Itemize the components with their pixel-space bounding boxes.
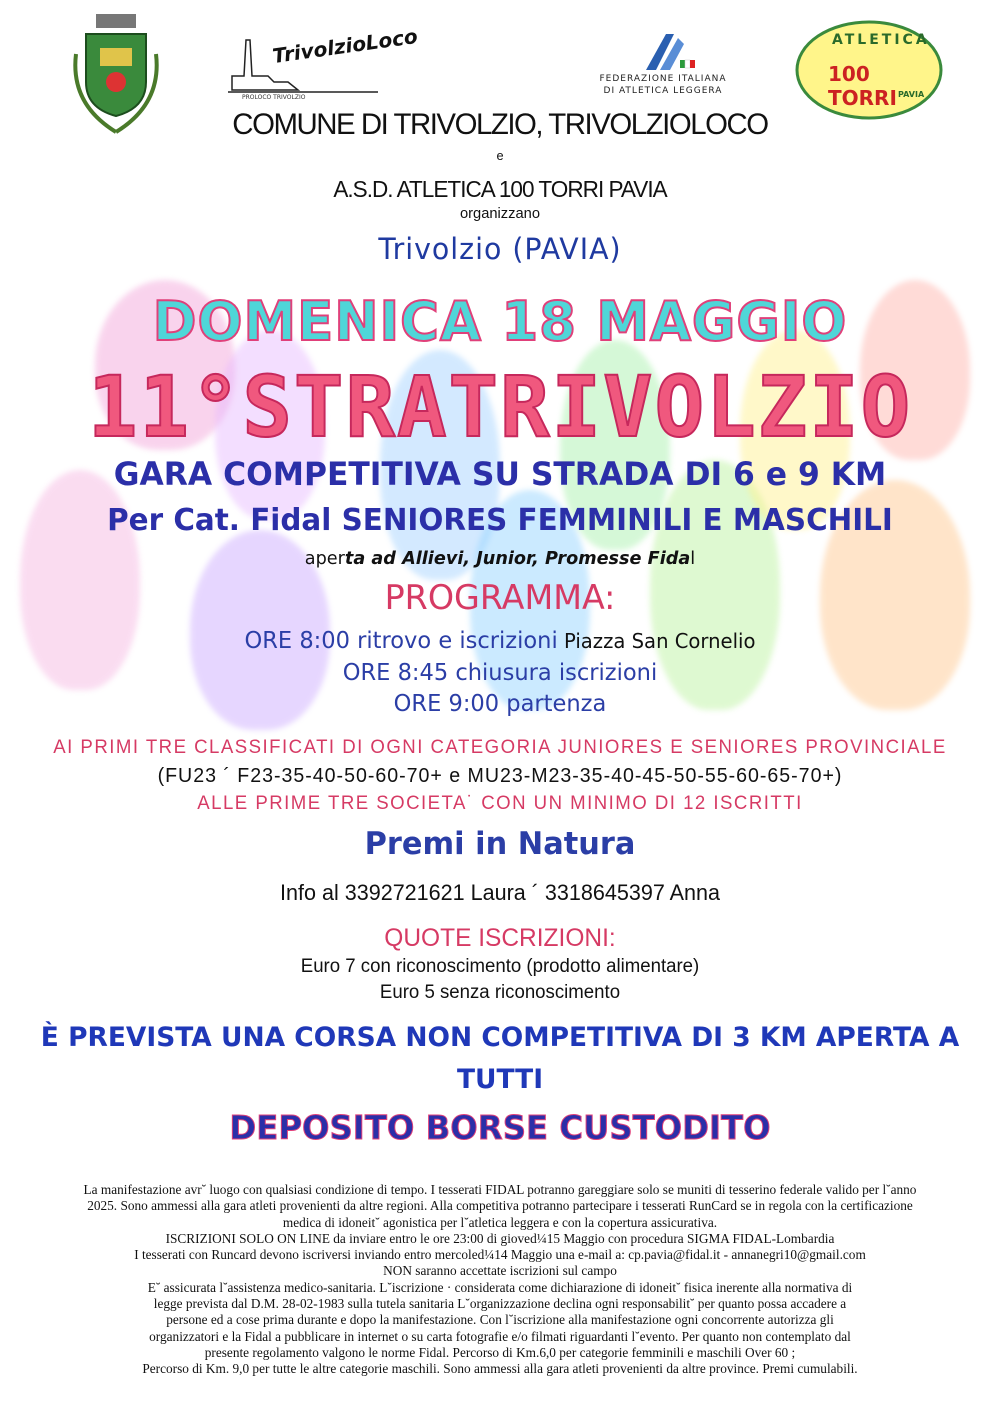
premi-line1: AI PRIMI TRE CLASSIFICATI DI OGNI CATEGORIA JUNIORES E SENIORES PROVINCIALE	[53, 737, 947, 758]
footer-line: Percorso di Km. 9,0 per tutte le altre categorie maschili. Sono ammessi alla gara atleti provenienti da altre province. Premi cumulabili.	[142, 1361, 858, 1377]
quote-line2: Euro 5 senza riconoscimento	[379, 982, 621, 1003]
fidal-logo	[596, 30, 736, 100]
footer-line: legge prevista dal D.M. 28-02-1983 sulla tutela sanitaria L˘organizzazione declina ogni responsabilit˘ per quanto possa accadere a	[153, 1296, 847, 1312]
info-contacts: Info al 3392721621 Laura ´ 3318645397 Anna	[280, 880, 720, 905]
footer-line: I tesserati con Runcard devono iscriversi inviando entro mercoled¼14 Maggio una e-mail a: cp.pavia@fidal.it - annanegri10@gmail.com	[134, 1247, 866, 1263]
event-title: 11°STRATRIVOLZIO	[87, 358, 913, 456]
footer-line: organizzatori e la Fidal a pubblicare in internet o su carta fotografie e/o filmati riguardanti l˘evento. Per quanto non contemplato dal	[149, 1328, 851, 1344]
programma-item-2: ORE 8:45 chiusura iscrizioni	[342, 660, 658, 686]
atletica-line2: 100 TORRI	[828, 62, 897, 110]
premi-line2: (FU23 ´ F23-35-40-50-60-70+ e MU23-M23-35-40-45-50-55-60-65-70+)	[157, 765, 843, 787]
race-line2: Per Cat. Fidal SENIORES FEMMINILI E MASCHILI	[107, 503, 893, 538]
footer-line: E˘ assicurata l˘assistenza medico-sanitaria. L˘iscrizione · considerata come dichiarazione di idoneit˘ fisica inerente alla normativa di	[147, 1279, 853, 1295]
quote-line1: Euro 7 con riconoscimento (prodotto alimentare)	[300, 956, 700, 977]
fidal-line1: FEDERAZIONE ITALIANA	[599, 74, 727, 84]
atletica-100-torri-logo	[794, 20, 944, 120]
footer-line: 2025. Sono ammessi alla gara atleti provenienti da altre regioni. Alla competitiva potranno partecipare i tesserati RunCard se in regola con la certificazione	[87, 1198, 913, 1214]
footer-line: presente regolamento valgono le norme Fidal. Percorso di Km.6,0 per categorie femminili e maschili Over 60 ;	[204, 1344, 796, 1360]
non-competitiva-line2: TUTTI	[456, 1064, 544, 1095]
footer-line: NON saranno accettate iscrizioni sul campo	[383, 1263, 617, 1279]
programma-heading: PROGRAMMA:	[384, 578, 616, 618]
proloco-caption: PROLOCO TRIVOLZIO	[242, 94, 306, 101]
event-date: DOMENICA 18 MAGGIO	[152, 290, 848, 353]
organizer-line1: COMUNE DI TRIVOLZIO, TRIVOLZIOLOCO	[232, 108, 768, 141]
open-bold: ta ad Allievi, Junior, Promesse Fida	[344, 548, 691, 569]
premi-line3: ALLE PRIME TRE SOCIETA˙ CON UN MINIMO DI 12 ISCRITTI	[197, 793, 803, 814]
atletica-line3: PAVIA	[898, 90, 925, 99]
quote-heading: QUOTE ISCRIZIONI:	[384, 924, 616, 952]
open-suffix: l	[690, 548, 696, 569]
proloco-logo	[228, 20, 420, 101]
footer-line: persone ed a cose prima durante e dopo la manifestazione. Con l˘iscrizione alla manifestazione ogni concorrente autorizza gli	[166, 1312, 834, 1328]
open-prefix: aper	[304, 548, 345, 569]
premi-heading: Premi in Natura	[364, 826, 636, 862]
proloco-name: TrivolzioLoco	[271, 23, 420, 69]
organizzano-text: organizzano	[459, 205, 541, 222]
deposito-borse: DEPOSITO BORSE CUSTODITO	[229, 1108, 771, 1147]
open-categories	[10, 548, 990, 569]
programma-item-3: ORE 9:00 partenza	[393, 691, 607, 717]
footer-line: ISCRIZIONI SOLO ON LINE da inviare entro le ore 23:00 di gioved¼15 Maggio con procedura SIGMA FIDAL-Lombardia	[165, 1230, 835, 1246]
footer-line: medica di idoneit˘ agonistica per l˘atletica leggera e con la copertura assicurativa.	[282, 1214, 718, 1230]
regulations-footer	[14, 1182, 986, 1378]
location-text: Trivolzio (PAVIA)	[378, 232, 622, 266]
fidal-line2: DI ATLETICA LEGGERA	[603, 86, 723, 96]
organizer-line2: A.S.D. ATLETICA 100 TORRI PAVIA	[333, 176, 667, 202]
footer-line: La manifestazione avr˘ luogo con qualsiasi condizione di tempo. I tesserati FIDAL potranno gareggiare solo se muniti di tesserino federale valido per l˘anno	[83, 1182, 917, 1197]
non-competitiva-line1: È PREVISTA UNA CORSA NON COMPETITIVA DI 3 KM APERTA A	[40, 1022, 960, 1053]
race-line1: GARA COMPETITIVA SU STRADA DI 6 e 9 KM	[113, 455, 887, 493]
atletica-line1: ATLETICA	[832, 32, 930, 48]
programma-item-1: ORE 8:00 ritrovo e iscrizioni Piazza San Cornelio	[244, 628, 756, 654]
organizer-conjunction: e	[496, 148, 504, 163]
